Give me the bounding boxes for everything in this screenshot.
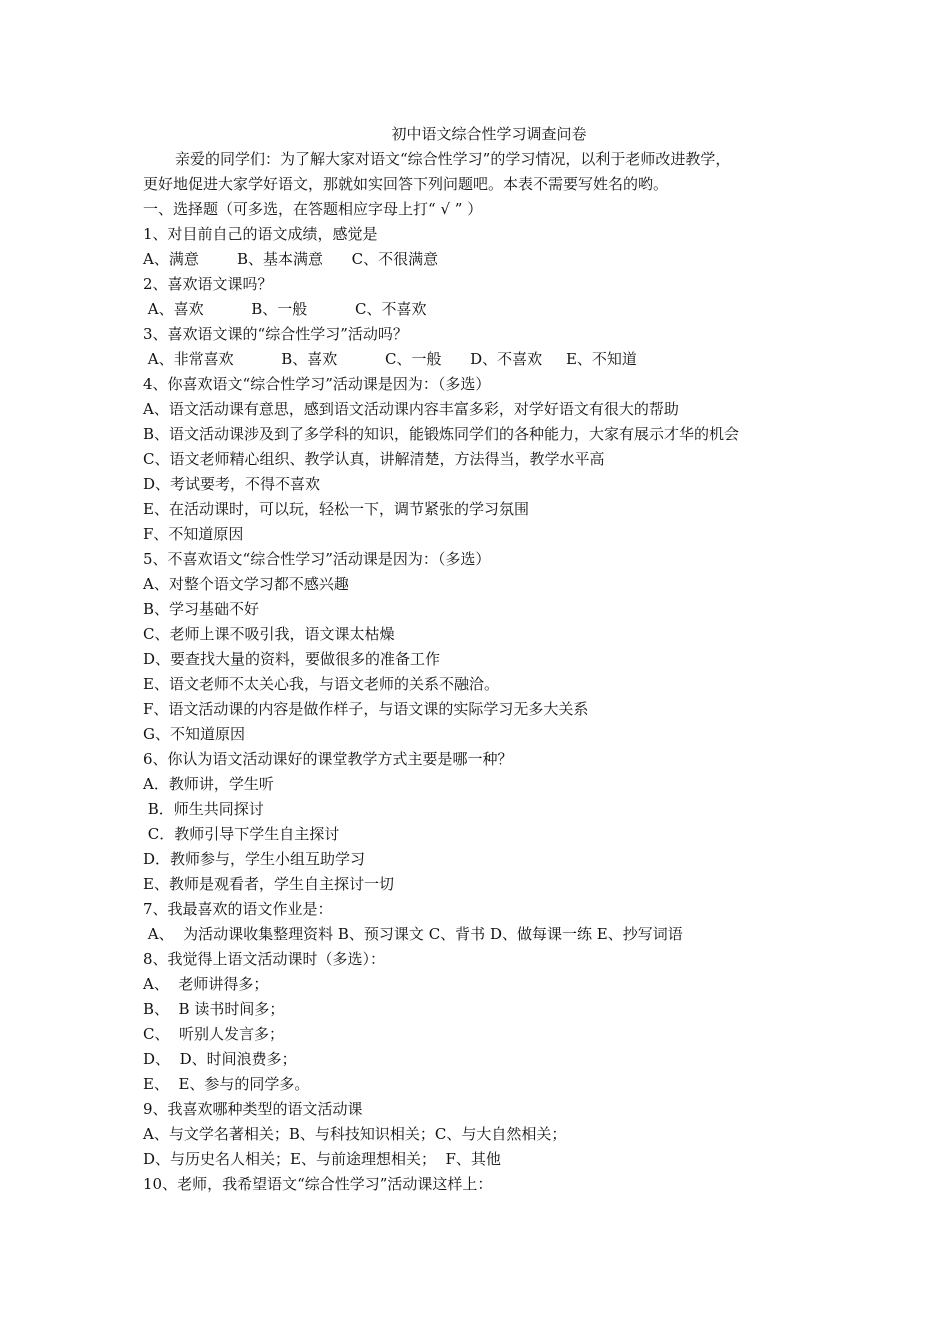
document-line: 9、我喜欢哪种类型的语文活动课 xyxy=(143,1100,363,1118)
document-line: C．教师引导下学生自主探讨 xyxy=(143,825,340,843)
document-line: A、非常喜欢 B、喜欢 C、一般 D、不喜欢 E、不知道 xyxy=(143,350,637,368)
document-line: F、语文活动课的内容是做作样子，与语文课的实际学习无多大关系 xyxy=(143,700,589,718)
document-line: 10、老师，我希望语文“综合性学习”活动课这样上： xyxy=(143,1175,493,1193)
intro-line-2: 更好地促进大家学好语文，那就如实回答下列问题吧。本表不需要写姓名的哟。 xyxy=(143,175,669,193)
document-line: F、不知道原因 xyxy=(143,525,244,543)
question-list xyxy=(143,197,823,1197)
document-line: D、 D、时间浪费多； xyxy=(143,1050,297,1068)
document-line: D、考试要考，不得不喜欢 xyxy=(143,475,321,493)
document-line: 5、不喜欢语文“综合性学习”活动课是因为：（多选） xyxy=(143,550,491,568)
document-line: A、与文学名著相关；B、与科技知识相关；C、与大自然相关； xyxy=(143,1125,567,1143)
document-line: G、不知道原因 xyxy=(143,725,245,743)
document-title: 初中语文综合性学习调查问卷 xyxy=(391,125,587,143)
document-line: B、语文活动课涉及到了多学科的知识，能锻炼同学们的各种能力，大家有展示才华的机会 xyxy=(143,425,740,443)
document-line: 8、我觉得上语文活动课时（多选）： xyxy=(143,950,386,968)
document-line: A、语文活动课有意思，感到语文活动课内容丰富多彩，对学好语文有很大的帮助 xyxy=(143,400,679,418)
document-line: D．教师参与，学生小组互助学习 xyxy=(143,850,366,868)
intro-line-1: 亲爱的同学们：为了解大家对语文“综合性学习”的学习情况，以利于老师改进教学， xyxy=(175,150,731,168)
document-body xyxy=(143,122,823,1197)
document-line: B、学习基础不好 xyxy=(143,600,260,618)
document-line: E、语文老师不太关心我，与语文老师的关系不融洽。 xyxy=(143,675,499,693)
document-line: C、语文老师精心组织、教学认真，讲解清楚，方法得当，教学水平高 xyxy=(143,450,605,468)
document-line: A、 为活动课收集整理资料 B、预习课文 C、背书 D、做每课一练 E、抄写词语 xyxy=(143,925,683,943)
document-line: 6、你认为语文活动课好的课堂教学方式主要是哪一种？ xyxy=(143,750,513,768)
document-line: E、 E、参与的同学多。 xyxy=(143,1075,310,1093)
document-line: B．师生共同探讨 xyxy=(143,800,264,818)
document-line: A、满意 B、基本满意 C、不很满意 xyxy=(143,250,439,268)
document-line: E、在活动课时，可以玩，轻松一下，调节紧张的学习氛围 xyxy=(143,500,529,518)
document-line: 4、你喜欢语文“综合性学习”活动课是因为：（多选） xyxy=(143,375,491,393)
document-line: 7、我最喜欢的语文作业是： xyxy=(143,900,333,918)
document-line: 1、对目前自己的语文成绩，感觉是 xyxy=(143,225,378,243)
document-line: C、老师上课不吸引我，语文课太枯燥 xyxy=(143,625,395,643)
document-line: B、 B 读书时间多； xyxy=(143,1000,285,1018)
document-line: E、教师是观看者，学生自主探讨一切 xyxy=(143,875,394,893)
document-line: A、喜欢 B、一般 C、不喜欢 xyxy=(143,300,427,318)
document-line: A．教师讲，学生听 xyxy=(143,775,274,793)
document-line: A、 老师讲得多； xyxy=(143,975,269,993)
document-line: 一、选择题（可多选，在答题相应字母上打“ √ ” ） xyxy=(143,200,483,218)
document-line: 2、喜欢语文课吗？ xyxy=(143,275,273,293)
document-line: C、 听别人发言多； xyxy=(143,1025,285,1043)
document-line: D、要查找大量的资料，要做很多的准备工作 xyxy=(143,650,441,668)
document-line: D、与历史名人相关；E、与前途理想相关； F、其他 xyxy=(143,1150,501,1168)
document-line: 3、喜欢语文课的“综合性学习”活动吗？ xyxy=(143,325,408,343)
document-line: A、对整个语文学习都不感兴趣 xyxy=(143,575,349,593)
